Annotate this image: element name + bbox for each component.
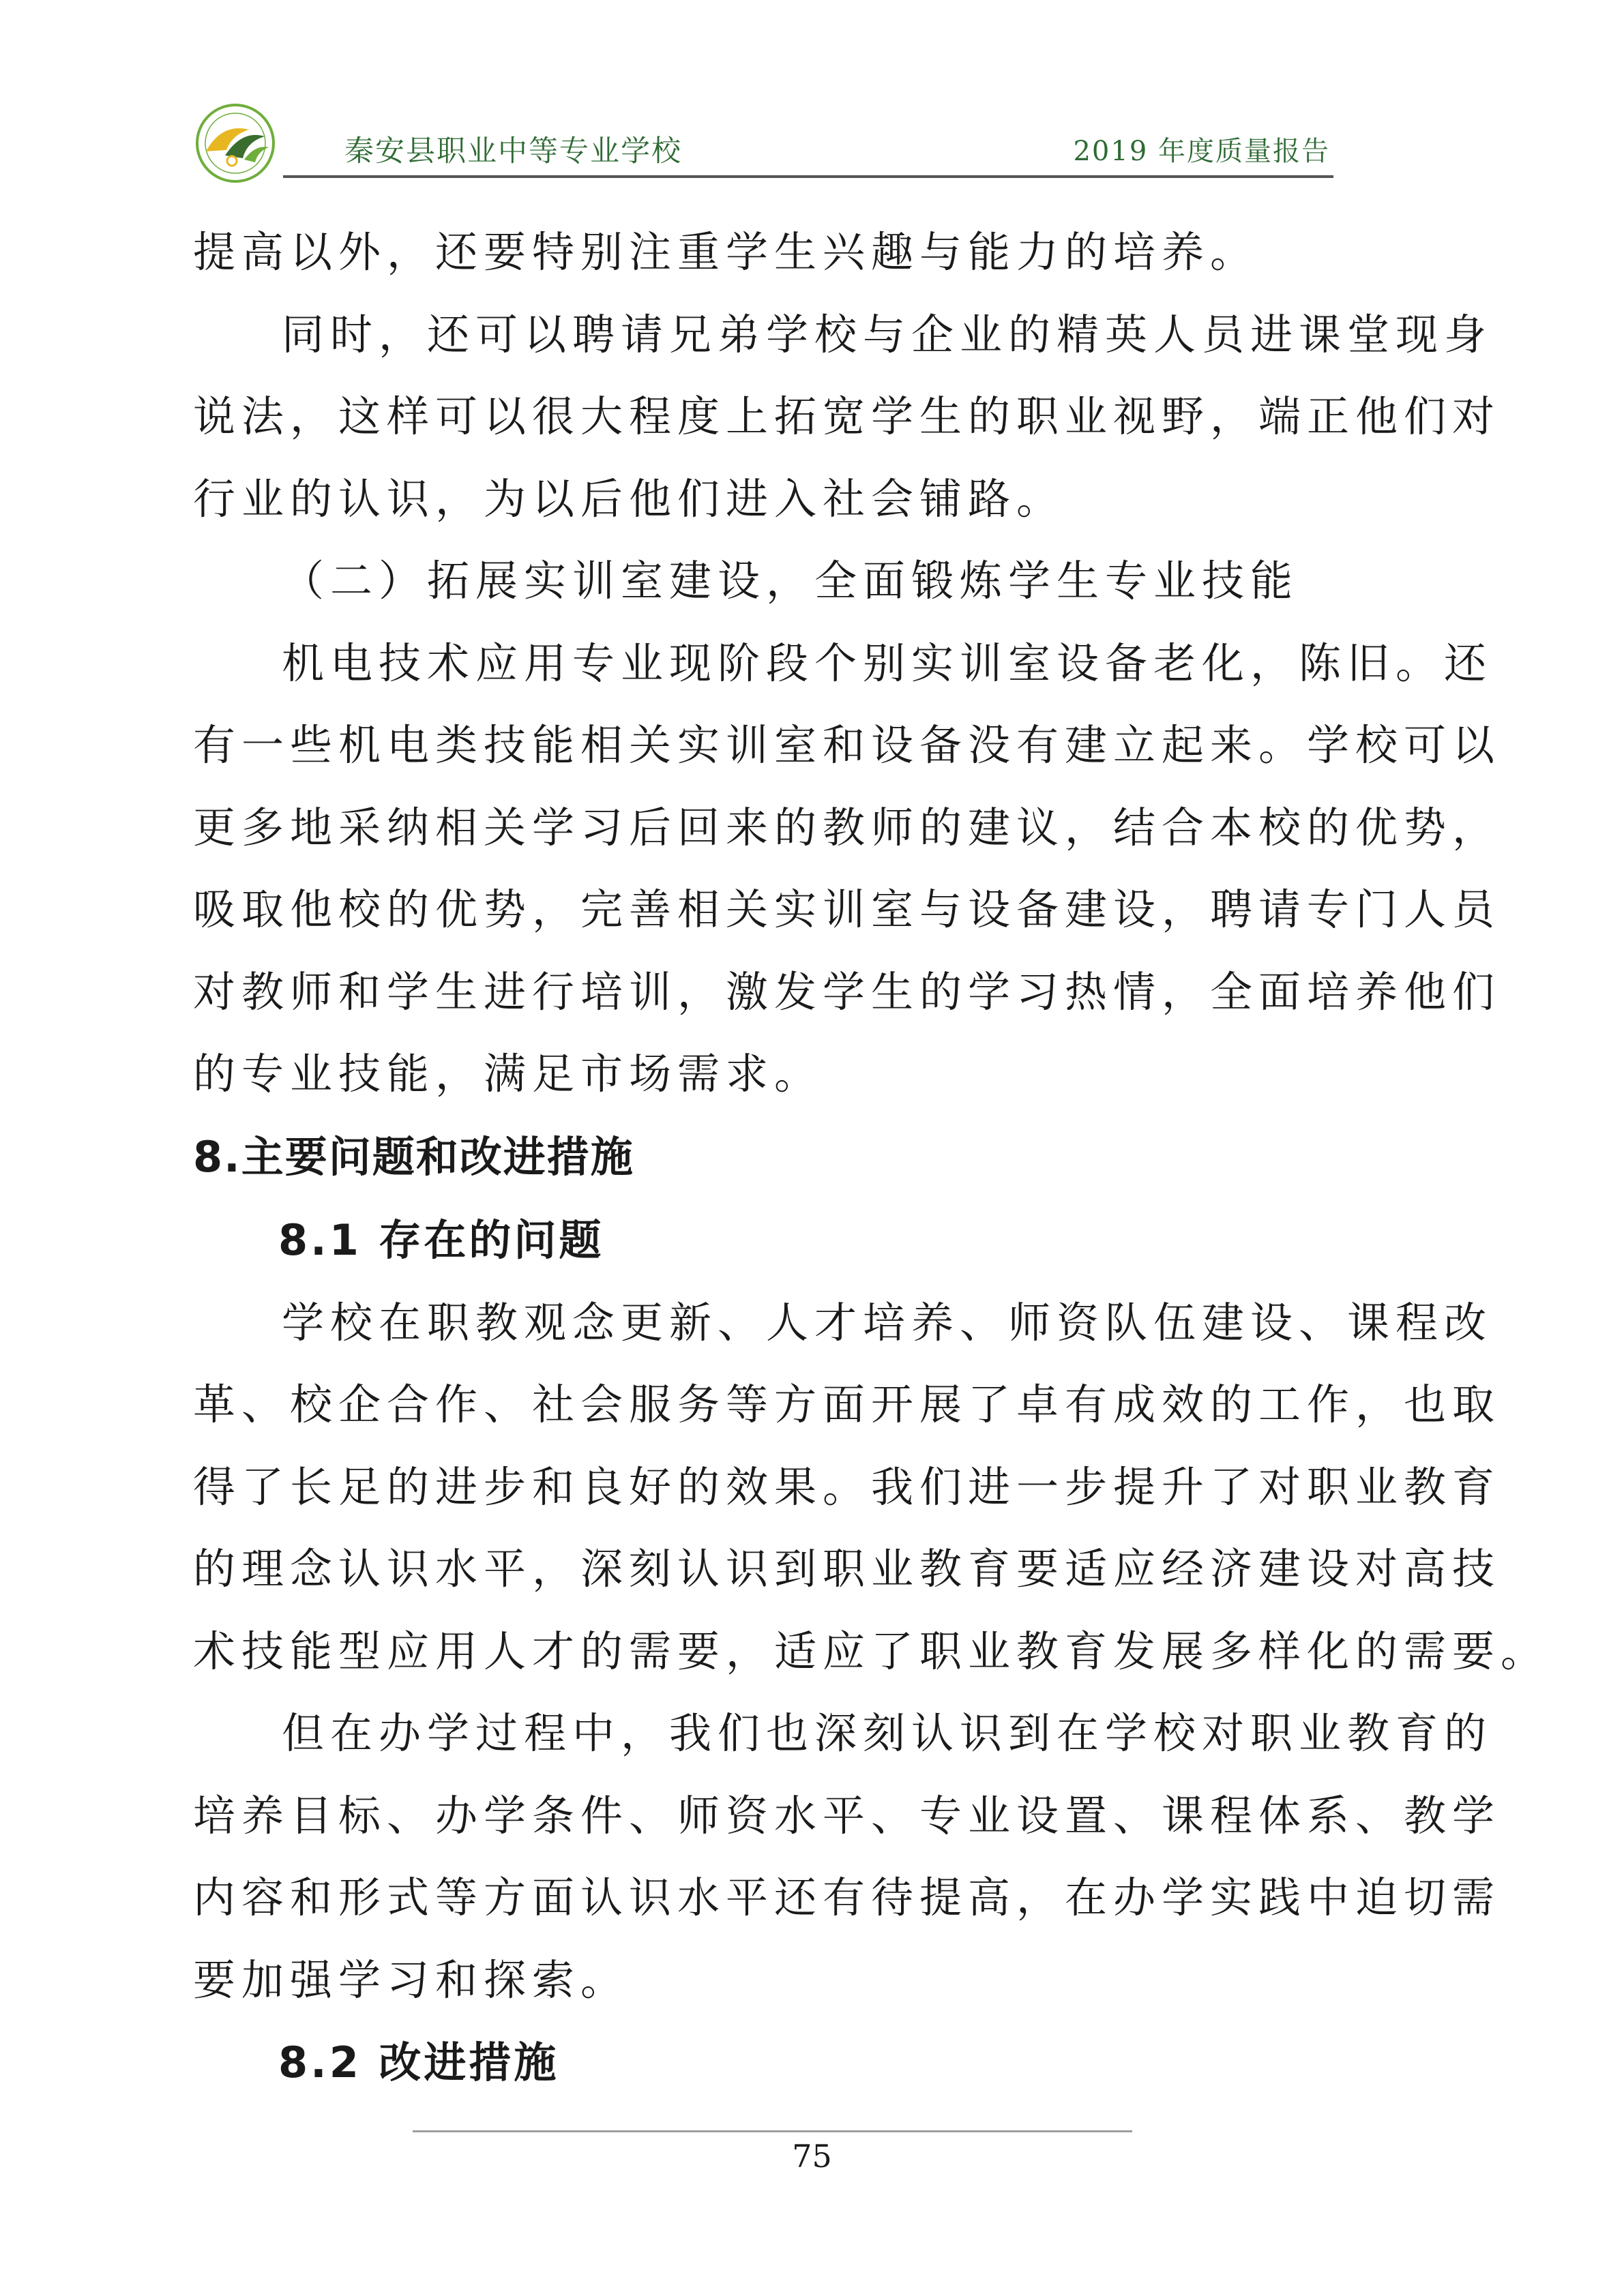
paragraph-line: 行业的认识，为以后他们进入社会铺路。 [193, 473, 1065, 524]
paragraph-line: 革、校企合作、社会服务等方面开展了卓有成效的工作，也取 [193, 1380, 1501, 1429]
paragraph-line: 要加强学习和探索。 [193, 1954, 630, 2005]
school-name: 秦安县职业中等专业学校 [344, 134, 682, 168]
paragraph-line: 内容和形式等方面认识水平还有待提高，在办学实践中迫切需 [193, 1873, 1501, 1922]
paragraph-line: 机电技术应用专业现阶段个别实训室设备老化，陈旧。还 [282, 638, 1493, 688]
paragraph-line: 培养目标、办学条件、师资水平、专业设置、课程体系、教学 [193, 1790, 1501, 1840]
paragraph-line: 同时，还可以聘请兄弟学校与企业的精英人员进课堂现身 [282, 309, 1493, 359]
paragraph-line: 有一些机电类技能相关实训室和设备没有建立起来。学校可以 [193, 720, 1501, 770]
paragraph-line: 术技能型应用人才的需要，适应了职业教育发展多样化的需要。 [193, 1626, 1550, 1676]
page-header [184, 102, 1344, 184]
page-number: 75 [792, 2138, 832, 2175]
subsection-heading: 8.2 改进措施 [278, 2038, 559, 2087]
paragraph-line: 说法，这样可以很大程度上拓宽学生的职业视野，端正他们对 [193, 391, 1501, 441]
paragraph-line: 对教师和学生进行培训，激发学生的学习热情，全面培养他们 [193, 966, 1501, 1017]
paragraph-line: 的理念认识水平，深刻认识到职业教育要适应经济建设对高技 [193, 1544, 1501, 1594]
section-heading: 8.主要问题和改进措施 [193, 1131, 634, 1182]
header-divider [283, 175, 1333, 178]
footer-divider [413, 2130, 1132, 2132]
document-body [193, 211, 1550, 2104]
paragraph-line: 提高以外，还要特别注重学生兴趣与能力的培养。 [193, 227, 1259, 277]
school-logo-icon [184, 102, 286, 184]
paragraph-line: 更多地采纳相关学习后回来的教师的建议，结合本校的优势， [193, 802, 1501, 852]
subsection-heading: （二）拓展实训室建设，全面锻炼学生专业技能 [282, 556, 1299, 606]
report-title: 2019 年度质量报告 [1073, 136, 1330, 167]
paragraph-line: 吸取他校的优势，完善相关实训室与设备建设，聘请专门人员 [193, 884, 1501, 934]
paragraph-line: 学校在职教观念更新、人才培养、师资队伍建设、课程改 [282, 1297, 1493, 1347]
subsection-heading: 8.1 存在的问题 [278, 1214, 604, 1265]
paragraph-line: 的专业技能，满足市场需求。 [193, 1049, 823, 1099]
paragraph-line: 得了长足的进步和良好的效果。我们进一步提升了对职业教育 [193, 1461, 1501, 1512]
paragraph-line: 但在办学过程中，我们也深刻认识到在学校对职业教育的 [282, 1708, 1493, 1758]
